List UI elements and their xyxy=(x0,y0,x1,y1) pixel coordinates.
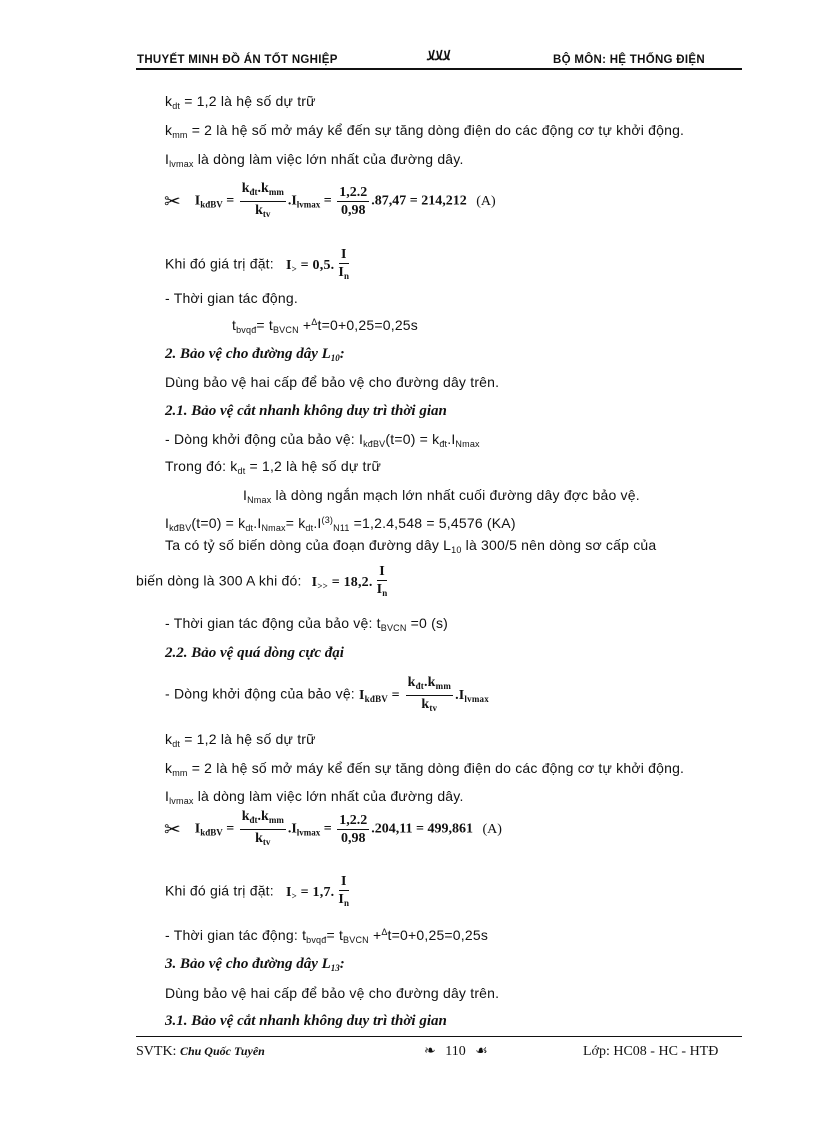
kdt-line-1: $k_{dt} = 1,2$ là hệ số dự trữ xyxy=(165,93,316,111)
section-2-1-line-1: - Dòng khởi động của bảo vệ: $I_{kđBV}(t=0) = k_{đt}.I_{Nmax}$ xyxy=(165,431,480,449)
section-3-heading: 3. Bảo vệ cho đường dây $L_{13}$: xyxy=(165,956,345,973)
time-line-1-label: - Thời gian tác động. xyxy=(165,290,298,306)
footer-rule xyxy=(136,1036,742,1037)
ty-so-line: Ta có tỷ số biến dòng của đoạn đường dây $L_{10}$ là 300/5 nên dòng sơ cấp của xyxy=(165,537,657,555)
header-rule xyxy=(136,68,742,70)
section-2-text: Dùng bảo vệ hai cấp để bảo vệ cho đường dây trên. xyxy=(165,374,500,390)
footer-ornament-right-icon: ☙ xyxy=(475,1044,488,1059)
formula-ikdbv-1: ✂ $I_{kđBV}$ = $\frac{k_{đt}.k_{mm}}{k_{tv}}$ $.I_{lvmax}$ = $\frac{1,2.2}{0,98}$ .87,47 = 214,212 (A) xyxy=(164,181,496,219)
time-line-1-formula: $t_{bvqđ}= t_{BVCN} +^\Delta t=0+0,25=0,25s$ xyxy=(232,317,418,335)
time-line-2: - Thời gian tác động của bảo vệ: $t_{BVCN} =0$ (s) xyxy=(165,615,449,633)
ilv-line-1: $I_{lvmax}$ là dòng làm việc lớn nhất của đường dây. xyxy=(165,151,464,169)
header-right-title: BỘ MÔN: HỆ THỐNG ĐIỆN xyxy=(553,54,705,66)
trong-do-line: Trong đó: $k_{dt} = 1,2$ là hệ số dự trữ xyxy=(165,458,382,476)
ikdbv-calc-line: $I_{kđBV}(t=0) = k_{dt}.I_{Nmax}= k_{dt}.I^{(3)}_{N11} =1,2.4,548 = 5,4576$ (KA) xyxy=(165,515,516,533)
header-logo: ﻼﻼﻼ xyxy=(426,48,450,63)
footer-right: Lớp: HC08 - HC - HTĐ xyxy=(583,1044,719,1059)
dat-line-1: Khi đó giá trị đặt: $I_> = 0,5$. $\frac{I}{I_n}$ xyxy=(165,247,350,281)
bien-dong-line: biến dòng là 300 A khi đó: $I_{>>} = 18,2$. $\frac{I}{I_n}$ xyxy=(136,564,388,598)
section-3-1-heading: 3.1. Bảo vệ cắt nhanh không duy trì thời gian xyxy=(165,1013,447,1029)
kdt-line-2: $k_{dt} = 1,2$ là hệ số dự trữ xyxy=(165,731,316,749)
section-2-2-heading: 2.2. Bảo vệ quá dòng cực đại xyxy=(165,645,344,661)
time-line-3: - Thời gian tác động: $t_{bvqđ}= t_{BVCN} +^\Delta t=0+0,25=0,25s$ xyxy=(165,927,489,945)
footer-ornament-left-icon: ❧ xyxy=(424,1044,436,1059)
kmm-line-2: $k_{mm} = 2$ là hệ số mở máy kể đến sự tăng dòng điện do các động cơ tự khởi động. xyxy=(165,760,685,778)
footer-left: SVTK: Chu Quốc Tuyên xyxy=(136,1044,265,1059)
formula-ikdbv-2: ✂ $I_{kđBV}$ = $\frac{k_{đt}.k_{mm}}{k_{tv}}$ $.I_{lvmax}$ = $\frac{1,2.2}{0,98}$ .204,11 = 499,861 (A) xyxy=(164,809,502,847)
header-left-title: THUYẾT MINH ĐỒ ÁN TỐT NGHIỆP xyxy=(137,54,338,66)
section-2-2-line-1: - Dòng khởi động của bảo vệ: $I_{kđBV}$ = $\frac{k_{đt}.k_{mm}}{k_{tv}}$ $.I_{lvmax}$ xyxy=(165,675,489,713)
section-3-text: Dùng bảo vệ hai cấp để bảo vệ cho đường dây trên. xyxy=(165,985,500,1001)
section-2-heading: 2. Bảo vệ cho đường dây $L_{10}$: xyxy=(165,346,345,363)
kmm-line-1: $k_{mm} = 2$ là hệ số mở máy kể đến sự tăng dòng điện do các động cơ tự khởi động. xyxy=(165,122,685,140)
section-2-1-heading: 2.1. Bảo vệ cắt nhanh không duy trì thời gian xyxy=(165,403,447,419)
dat-line-3: Khi đó giá trị đặt: $I_> = 1,7$. $\frac{I}{I_n}$ xyxy=(165,874,350,908)
ilv-line-2: $I_{lvmax}$ là dòng làm việc lớn nhất của đường dây. xyxy=(165,788,464,806)
inmax-line: $I_{Nmax}$ là dòng ngắn mạch lớn nhất cuối đường dây đợc bảo vệ. xyxy=(243,487,640,505)
footer-page: ❧ 110 ☙ xyxy=(424,1044,488,1059)
